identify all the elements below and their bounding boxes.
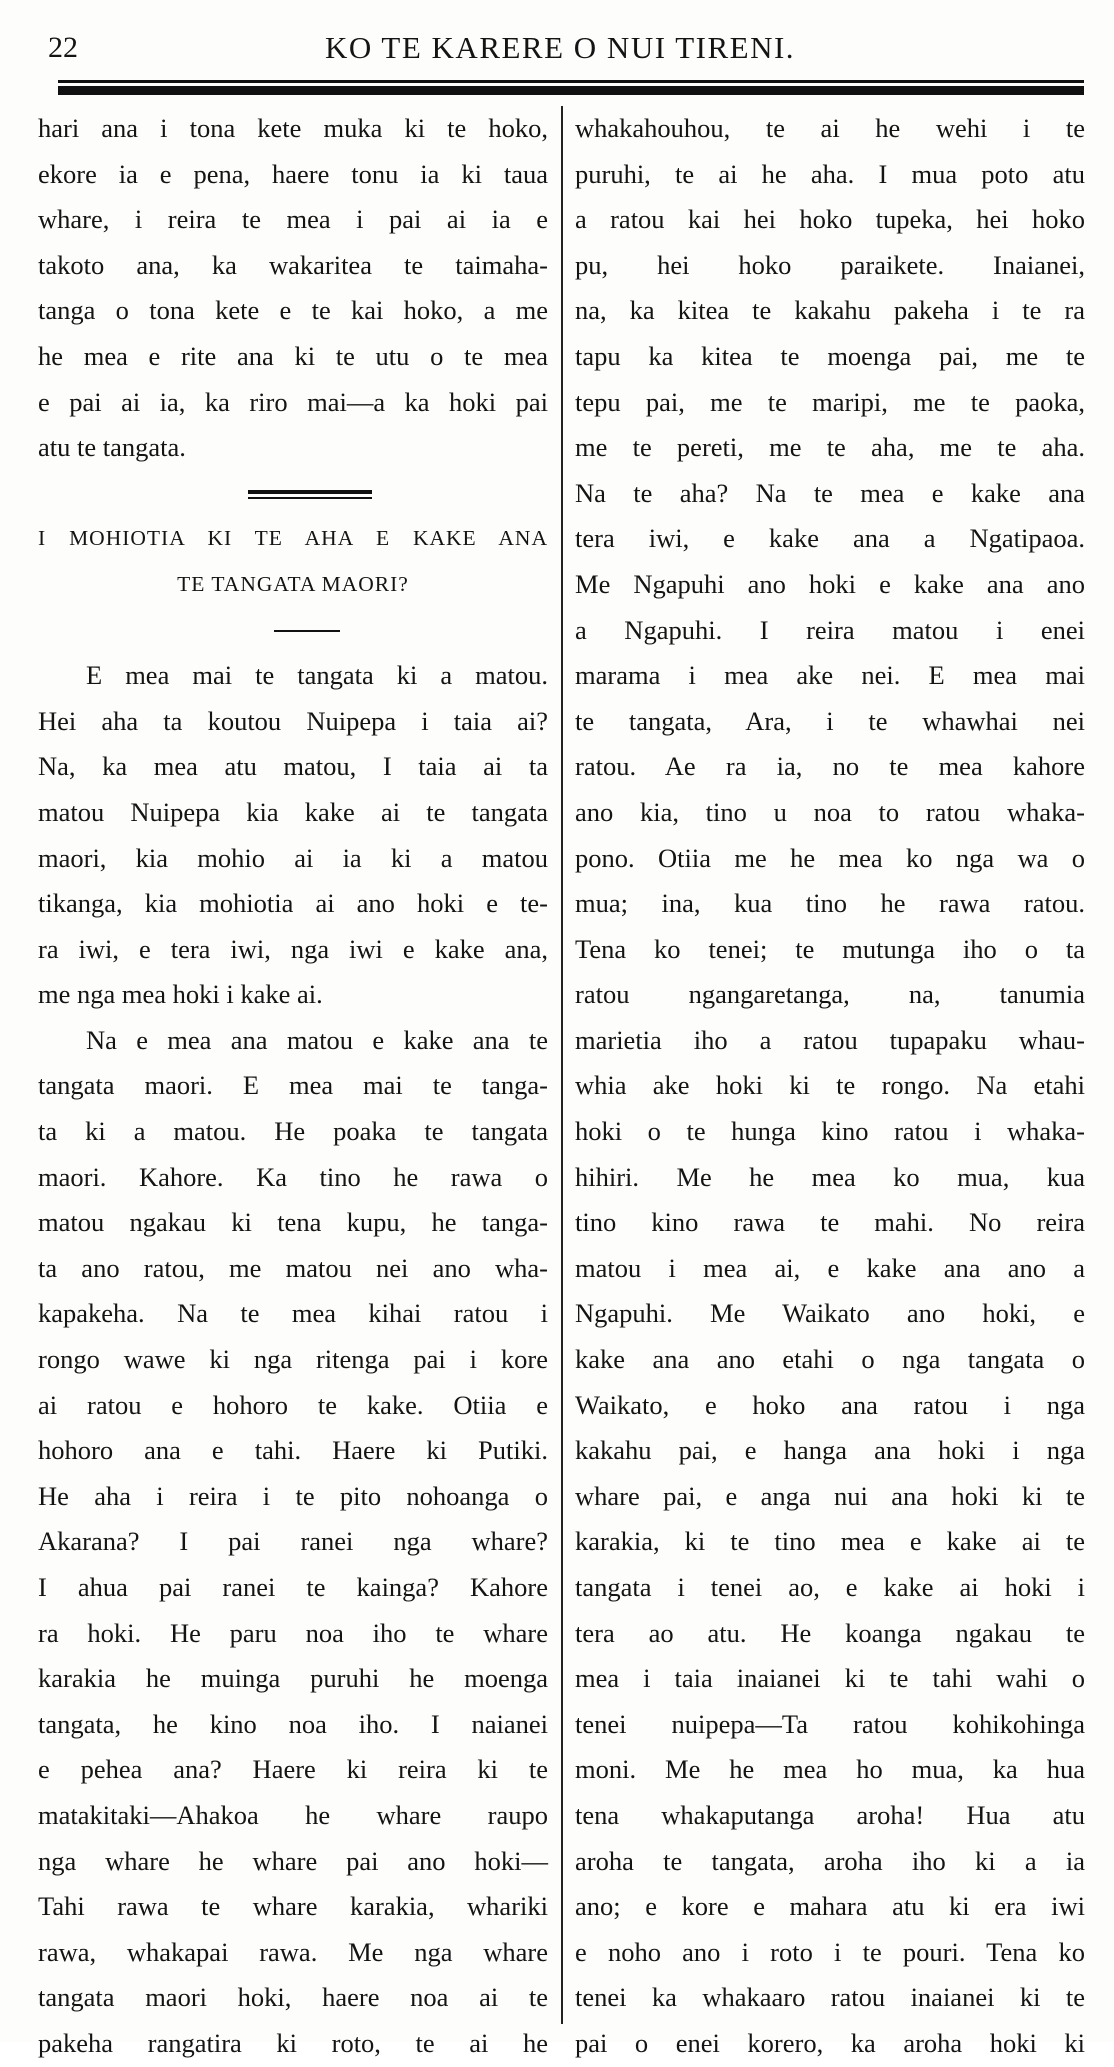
text-line: tena whakaputanga aroha! Hua atu (575, 1799, 1085, 1830)
text-line: matou i mea ai, e kake ana ano a (575, 1252, 1085, 1283)
text-line: matakitaki—Ahakoa he whare raupo (38, 1799, 548, 1830)
text-line: tino kino rawa te mahi. No reira (575, 1207, 1085, 1238)
text-line: e noho ano i roto i te pouri. Tena ko (575, 1936, 1085, 1967)
text-line: puruhi, te ai he aha. I mua poto atu (575, 158, 1085, 189)
text-line: tanga o tona kete e te kai hoko, a me (38, 295, 548, 326)
masthead-title: KO TE KARERE O NUI TIRENI. (324, 30, 796, 65)
section-heading (38, 516, 548, 607)
paragraph-1 (38, 106, 548, 471)
text-line: ra hoki. He paru noa iho te whare (38, 1617, 548, 1648)
text-line: matou ngakau ki tena kupu, he tanga- (38, 1207, 548, 1238)
text-line: maori. Kahore. Ka tino he rawa o (38, 1161, 548, 1192)
text-line: karakia he muinga puruhi he moenga (38, 1663, 548, 1694)
text-line: nga whare he whare pai ano hoki— (38, 1845, 548, 1876)
text-line: pakeha rangatira ki roto, te ai he (38, 2027, 548, 2058)
text-line: marama i mea ake nei. E mea mai (575, 660, 1085, 691)
text-line: whia ake hoki ki te rongo. Na etahi (575, 1070, 1085, 1101)
text-line: marietia iho a ratou tupapaku whau- (575, 1024, 1085, 1055)
text-line: whakahouhou, te ai he wehi i te (575, 113, 1085, 143)
text-line: tikanga, kia mohiotia ai ano hoki e te- (38, 888, 548, 919)
header-rule-thick (58, 86, 1084, 95)
page-header (40, 28, 1080, 68)
text-line: Waikato, e hoko ana ratou i nga (575, 1389, 1085, 1420)
text-line: Na te aha? Na te mea e kake ana (575, 477, 1085, 508)
text-line: a ratou kai hei hoko tupeka, hei hoko (575, 204, 1085, 235)
text-line: kakahu pai, e hanga ana hoki i nga (575, 1435, 1085, 1466)
section-rule-double (38, 471, 548, 517)
text-line: whare pai, e anga nui ana hoki ki te (575, 1480, 1085, 1511)
text-line: ano; e kore e mahara atu ki era iwi (575, 1891, 1085, 1922)
text-line: Akarana? I pai ranei nga whare? (38, 1526, 548, 1557)
column-divider (561, 106, 563, 2024)
left-column (38, 106, 548, 2058)
text-line: e pai ai ia, ka riro mai—a ka hoki pai (38, 386, 548, 417)
text-line: Tena ko tenei; te mutunga iho o ta (575, 933, 1085, 964)
text-line: tenei nuipepa—Ta ratou kohikohinga (575, 1708, 1085, 1739)
text-line: atu te tangata. (38, 432, 186, 463)
text-line: matou Nuipepa kia kake ai te tangata (38, 796, 548, 827)
right-column (575, 106, 1085, 2058)
text-line: pono. Otiia me he mea ko nga wa o (575, 842, 1085, 873)
text-line: me nga mea hoki i kake ai. (38, 979, 323, 1010)
text-line: tapu ka kitea te moenga pai, me te (575, 340, 1085, 371)
text-line: e pehea ana? Haere ki reira ki te (38, 1754, 548, 1785)
header-rule-thin (58, 80, 1084, 83)
text-line: kake ana ano etahi o nga tangata o (575, 1344, 1085, 1375)
text-line: rawa, whakapai rawa. Me nga whare (38, 1936, 548, 1967)
heading-line: TE TANGATA MAORI? (177, 571, 409, 596)
text-line: tera iwi, e kake ana a Ngatipaoa. (575, 523, 1085, 554)
text-line: pai o enei korero, ka aroha hoki ki (575, 2027, 1085, 2058)
text-line: Me Ngapuhi ano hoki e kake ana ano (575, 568, 1085, 599)
text-line: ta ano ratou, me matou nei ano wha- (38, 1252, 548, 1283)
text-line: ta ki a matou. He poaka te tangata (38, 1116, 548, 1147)
text-line: pu, hei hoko paraikete. Inaianei, (575, 249, 1085, 280)
text-line: takoto ana, ka wakaritea te taimaha- (38, 249, 548, 280)
text-line: whare, i reira te mea i pai ai ia e (38, 204, 548, 235)
text-line: tepu pai, me te maripi, me te paoka, (575, 386, 1085, 417)
text-line: ratou ngangaretanga, na, tanumia (575, 979, 1085, 1010)
text-line: Na e mea ana matou e kake ana te (86, 1024, 548, 1055)
text-line: na, ka kitea te kakahu pakeha i te ra (575, 295, 1085, 326)
text-line: Na, ka mea atu matou, I taia ai ta (38, 751, 548, 782)
text-line: me te pereti, me te aha, me te aha. (575, 432, 1085, 463)
text-line: he mea e rite ana ki te utu o te mea (38, 340, 548, 371)
text-line: a Ngapuhi. I reira matou i enei (575, 614, 1085, 645)
text-line: ano kia, tino u noa to ratou whaka- (575, 796, 1085, 827)
text-line: E mea mai te tangata ki a matou. (86, 660, 548, 691)
text-line: tangata, he kino noa iho. I naianei (38, 1708, 548, 1739)
paragraph-2 (38, 653, 548, 1018)
section-rule-single (38, 608, 548, 654)
text-line: Hei aha ta koutou Nuipepa i taia ai? (38, 705, 548, 736)
text-line: tangata i tenei ao, e kake ai hoki i (575, 1572, 1085, 1602)
text-line: aroha te tangata, aroha iho ki a ia (575, 1845, 1085, 1876)
text-line: ekore ia e pena, haere tonu ia ki taua (38, 158, 548, 189)
text-line: tera ao atu. He koanga ngakau te (575, 1617, 1085, 1648)
text-line: mua; ina, kua tino he rawa ratou. (575, 888, 1085, 919)
text-line: He aha i reira i te pito nohoanga o (38, 1480, 548, 1511)
text-line: mea i taia inaianei ki te tahi wahi o (575, 1663, 1085, 1694)
text-line: kapakeha. Na te mea kihai ratou i (38, 1298, 548, 1329)
text-line: tangata maori. E mea mai te tanga- (38, 1070, 548, 1101)
text-line: ratou. Ae ra ia, no te mea kahore (575, 751, 1085, 782)
text-line: moni. Me he mea ho mua, ka hua (575, 1754, 1085, 1785)
text-line: hohoro ana e tahi. Haere ki Putiki. (38, 1435, 548, 1466)
text-line: te tangata, Ara, i te whawhai nei (575, 705, 1085, 736)
text-line: karakia, ki te tino mea e kake ai te (575, 1526, 1085, 1557)
text-line: hari ana i tona kete muka ki te hoko, (38, 113, 548, 143)
text-line: hoki o te hunga kino ratou i whaka- (575, 1116, 1085, 1147)
heading-line: I MOHIOTIA KI TE AHA E KAKE ANA (38, 526, 548, 551)
text-line: ra iwi, e tera iwi, nga iwi e kake ana, (38, 933, 548, 964)
text-line: tenei ka whakaaro ratou inaianei ki te (575, 1982, 1085, 2013)
page-number: 22 (48, 31, 78, 64)
text-line: hihiri. Me he mea ko mua, kua (575, 1161, 1085, 1192)
text-line: tangata maori hoki, haere noa ai te (38, 1982, 548, 2013)
text-line: maori, kia mohio ai ia ki a matou (38, 842, 548, 873)
paragraph-3 (38, 1018, 548, 2067)
text-line: rongo wawe ki nga ritenga pai i kore (38, 1344, 548, 1375)
text-line: Tahi rawa te whare karakia, whariki (38, 1891, 548, 1922)
text-line: Ngapuhi. Me Waikato ano hoki, e (575, 1298, 1085, 1329)
text-line: I ahua pai ranei te kainga? Kahore (38, 1572, 548, 1602)
text-line: ai ratou e hohoro te kake. Otiia e (38, 1389, 548, 1420)
